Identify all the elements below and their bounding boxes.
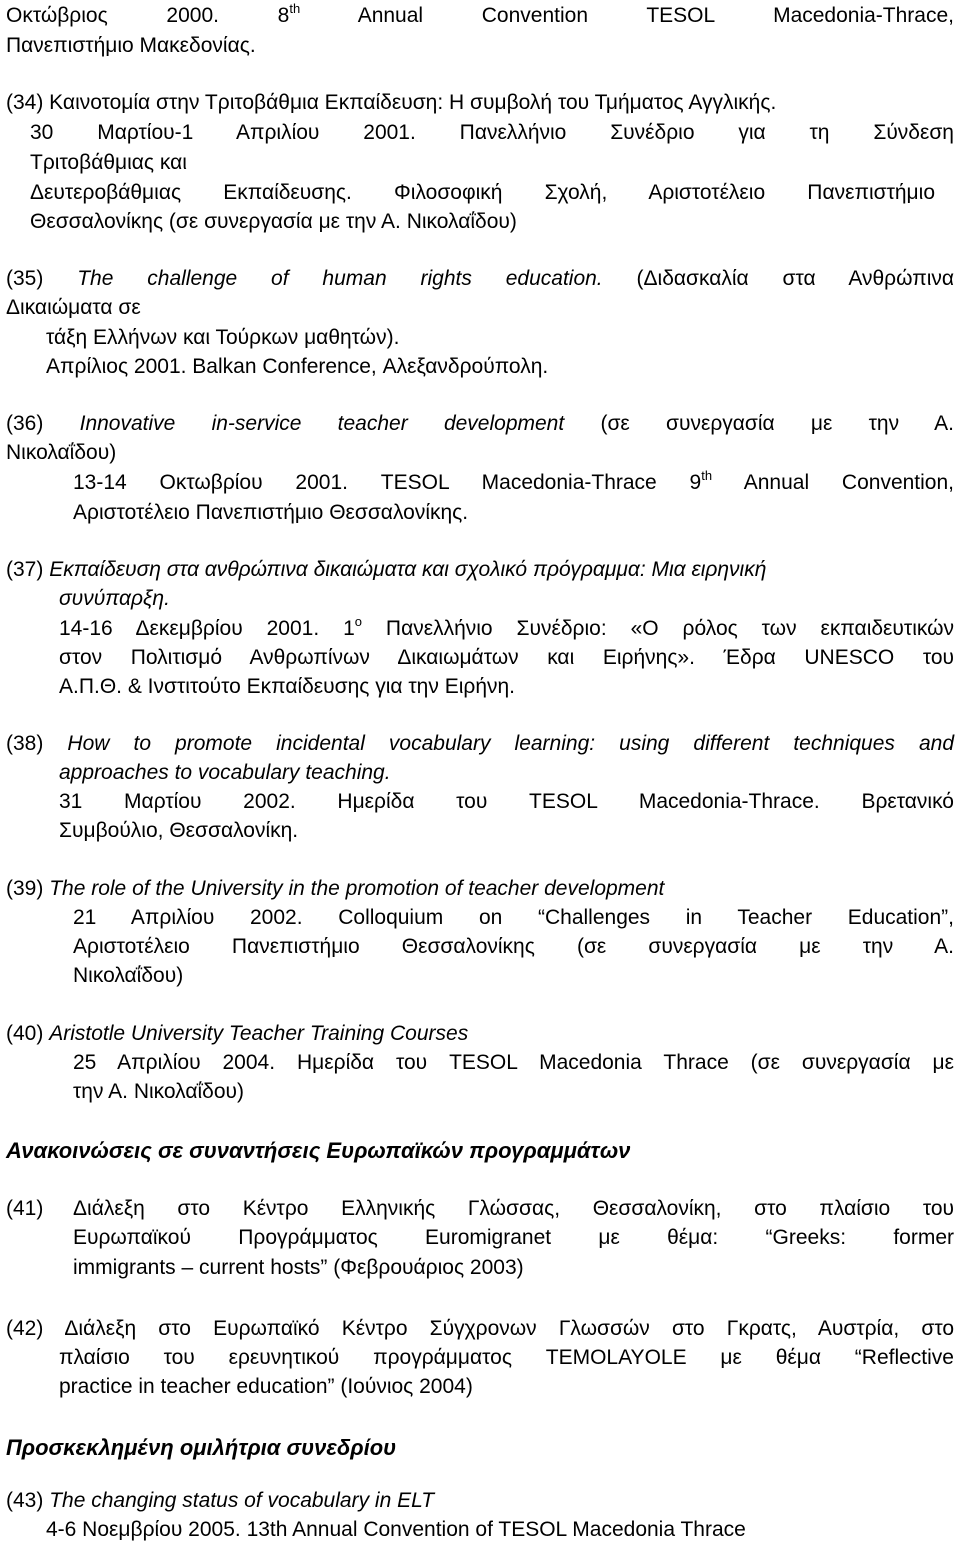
entry-38-line-2: approaches to vocabulary teaching. [59, 761, 391, 784]
entry-38-line-3: 31 Μαρτίου 2002. Ημερίδα του TESOL Macedonia-Thrace. Βρετανικό [59, 790, 954, 813]
entry-39-line-1 [6, 878, 664, 899]
entry-34-line-2: 30 Μαρτίου-1 Απριλίου 2001. Πανελλήνιο Συνέδριο για τη Σύνδεση [30, 121, 954, 144]
entry-42-line-2: πλαίσιο του ερευνητικού προγράμματος TEMOLAYOLE με θέμα “Reflective [59, 1346, 954, 1369]
entry-37-line-5: Α.Π.Θ. & Ινστιτούτο Εκπαίδευσης για την Ειρήνη. [59, 675, 516, 698]
entry-title: Innovative in-service teacher development [79, 412, 565, 435]
top-line-1 [6, 1, 954, 27]
entry-34-line-5: Θεσσαλονίκης (σε συνεργασία με την Α. Νικολαΐδου) [30, 210, 517, 233]
section-heading-european-programmes: Ανακοινώσεις σε συναντήσεις Ευρωπαϊκών προγραμμάτων [6, 1138, 631, 1163]
entry-43-line-1 [6, 1490, 434, 1511]
entry-41-line-3: immigrants – current hosts” (Φεβρουάριος 2003) [73, 1256, 524, 1279]
entry-38-line-1 [6, 733, 954, 754]
entry-39-line-2: 21 Απριλίου 2002. Colloquium on “Challenges in Teacher Education”, [73, 906, 954, 929]
text: 14-16 Δεκεμβρίου 2001. 1 [59, 617, 355, 640]
entry-41-line-2: Ευρωπαϊκού Προγράμματος Euromigranet με θέμα: “Greeks: former [73, 1226, 954, 1249]
entry-38-line-4: Συμβούλιο, Θεσσαλονίκη. [59, 819, 299, 842]
text: Οκτώβριος 2000. 8 [6, 4, 290, 27]
text: (Διδασκαλία στα Ανθρώπινα [636, 267, 954, 290]
superscript: ο [354, 614, 362, 629]
entry-number: (38) [6, 732, 44, 755]
entry-number: (36) [6, 412, 44, 435]
entry-34-line-1: (34) Καινοτομία στην Τριτοβάθμια Εκπαίδευση: Η συμβολή του Τμήματος Αγγλικής. [6, 91, 777, 114]
entry-title: Εκπαίδευση στα ανθρώπινα δικαιώματα και σχολικό πρόγραμμα: Μια ειρηνική [49, 558, 767, 581]
entry-37-line-4: στον Πολιτισμό Ανθρωπίνων Δικαιωμάτων και Ειρήνης». Έδρα UNESCO του [59, 646, 954, 669]
entry-40-line-2: 25 Απριλίου 2004. Ημερίδα του TESOL Macedonia Thrace (σε συνεργασία με [73, 1051, 954, 1074]
entry-35-line-2: Δικαιώματα σε [6, 296, 141, 319]
entry-number: (39) [6, 877, 44, 900]
entry-title: The changing status of vocabulary in ELT [49, 1489, 435, 1512]
entry-39-line-4: Νικολαΐδου) [73, 964, 184, 987]
entry-36-line-4: Αριστοτέλειο Πανεπιστήμιο Θεσσαλονίκης. [73, 501, 469, 524]
entry-35-line-1 [6, 268, 954, 289]
text: 13-14 Οκτωβρίου 2001. TESOL Macedonia-Thrace 9 [73, 471, 702, 494]
entry-title: The role of the University in the promotion of teacher development [49, 877, 665, 900]
entry-36-line-2: Νικολαΐδου) [6, 441, 117, 464]
entry-number: (40) [6, 1022, 44, 1045]
entry-number: (37) [6, 558, 44, 581]
text: Annual Convention, [712, 471, 954, 494]
entry-40-line-3: την Α. Νικολαΐδου) [73, 1080, 245, 1103]
entry-title: The challenge of human rights education. [77, 267, 603, 290]
entry-42-line-1 [6, 1318, 954, 1339]
entry-number: (43) [6, 1489, 44, 1512]
top-line-2: Πανεπιστήμιο Μακεδονίας. [6, 34, 256, 57]
entry-34-line-3: Τριτοβάθμιας και [30, 151, 187, 174]
entry-41-line-1: Διάλεξη στο Κέντρο Ελληνικής Γλώσσας, Θεσσαλονίκη, στο πλαίσιο του [73, 1197, 954, 1220]
entry-34-line-4: Δευτεροβάθμιας Εκπαίδευσης. Φιλοσοφική Σχολή, Αριστοτέλειο Πανεπιστήμιο [30, 181, 935, 204]
entry-35-line-4: Απρίλιος 2001. Balkan Conference, Αλεξανδρούπολη. [46, 355, 549, 378]
entry-number: (42) [6, 1317, 44, 1340]
entry-39-line-3: Αριστοτέλειο Πανεπιστήμιο Θεσσαλονίκης (σε συνεργασία με την Α. [73, 935, 954, 958]
entry-37-line-3 [59, 614, 954, 640]
entry-42-line-3: practice in teacher education” (Ιούνιος 2004) [59, 1375, 473, 1398]
entry-number: (35) [6, 267, 44, 290]
entry-37-line-2: συνύπαρξη. [59, 587, 170, 610]
entry-40-line-1 [6, 1023, 468, 1044]
text: Πανελλήνιο Συνέδριο: «Ο ρόλος των εκπαιδευτικών [362, 617, 954, 640]
entry-41-number: (41) [6, 1197, 44, 1220]
superscript: th [289, 1, 301, 16]
entry-title: How to promote incidental vocabulary learning: using different techniques and [67, 732, 954, 755]
text: Διάλεξη στο Ευρωπαϊκό Κέντρο Σύγχρονων Γλωσσών στο Γκρατς, Αυστρία, στο [64, 1317, 955, 1340]
entry-35-line-3: τάξη Ελλήνων και Τούρκων μαθητών). [46, 326, 400, 349]
superscript: th [701, 468, 713, 483]
entry-36-line-1 [6, 413, 954, 434]
entry-43-line-2: 4-6 Νοεμβρίου 2005. 13th Annual Convention of TESOL Macedonia Thrace [46, 1518, 746, 1541]
text: (σε συνεργασία με την Α. [600, 412, 954, 435]
section-heading-invited-speaker: Προσκεκλημένη ομιλήτρια συνεδρίου [6, 1435, 397, 1460]
entry-title: Aristotle University Teacher Training Courses [49, 1022, 469, 1045]
entry-36-line-3 [73, 468, 954, 494]
entry-37-line-1 [6, 559, 766, 580]
text: Annual Convention TESOL Macedonia-Thrace, [300, 4, 954, 27]
